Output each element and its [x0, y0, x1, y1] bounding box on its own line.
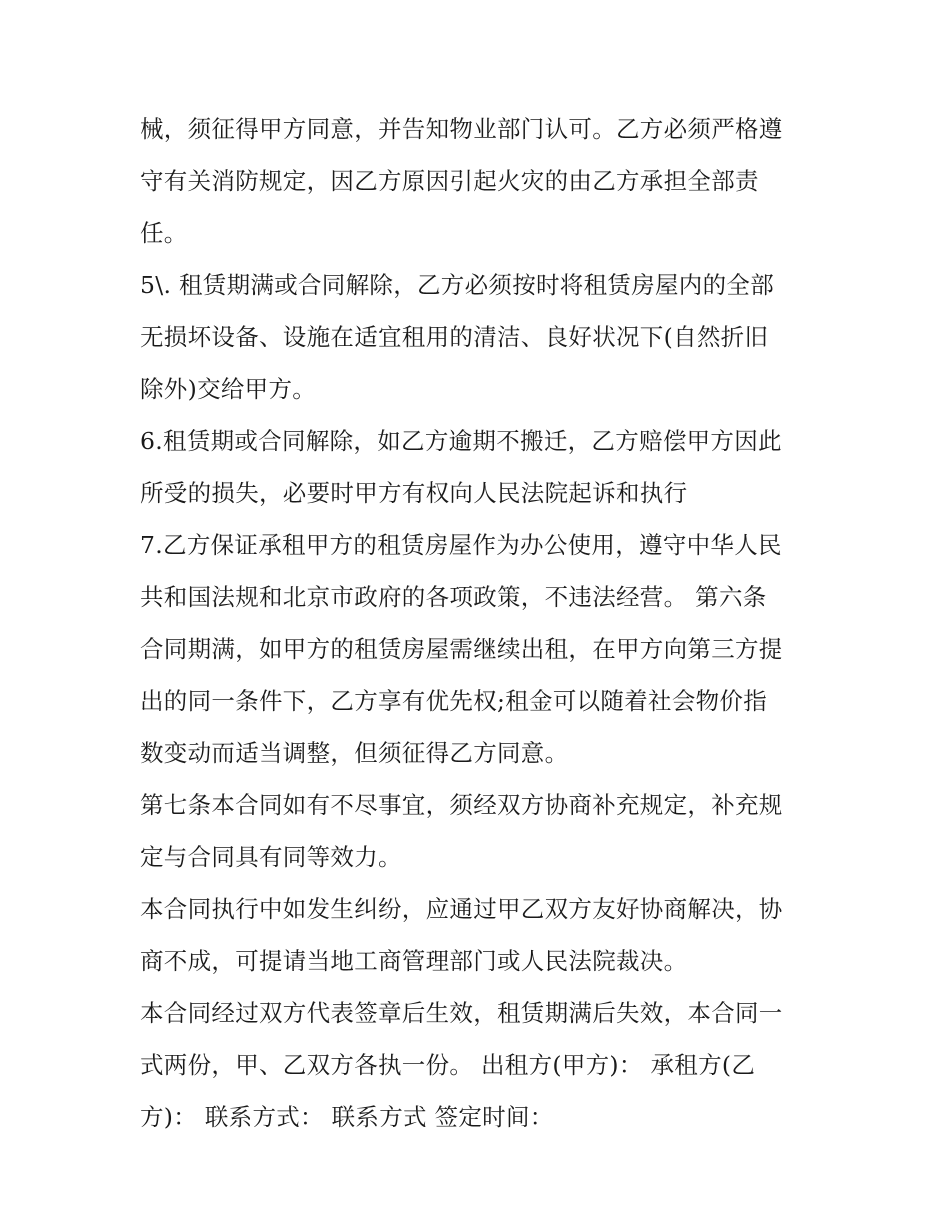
text-line: 守有关消防规定，因乙方原因引起火灾的由乙方承担全部责: [140, 167, 759, 195]
text-line: 械，须征得甲方同意，并告知物业部门认可。乙方必须严格遵: [140, 115, 783, 143]
signature-block-line: 方)： 联系方式： 联系方式 签定时间：: [140, 1103, 554, 1131]
text-line: 所受的损失，必要时甲方有权向人民法院起诉和执行: [140, 479, 688, 507]
clause-6-line: 6.租赁期或合同解除，如乙方逾期不搬迁，乙方赔偿甲方因此: [140, 427, 782, 455]
text-line: 无损坏设备、设施在适宜租用的清洁、良好状况下(自然折旧: [140, 323, 769, 351]
text-line: 除外)交给甲方。: [140, 375, 317, 403]
dispute-clause-line: 本合同执行中如发生纠纷，应通过甲乙双方友好协商解决，协: [140, 895, 783, 923]
text-line: 定与合同具有同等效力。: [140, 843, 402, 871]
text-line: 数变动而适当调整，但须征得乙方同意。: [140, 739, 569, 767]
article-7-line: 第七条本合同如有不尽事宜，须经双方协商补充规定，补充规: [140, 791, 783, 819]
effectiveness-clause-line: 本合同经过双方代表签章后生效，租赁期满后失效，本合同一: [140, 999, 783, 1027]
text-line: 任。: [140, 219, 188, 247]
text-line: 商不成，可提请当地工商管理部门或人民法院裁决。: [140, 947, 688, 975]
clause-5-line: 5\. 租赁期满或合同解除，乙方必须按时将租赁房屋内的全部: [140, 271, 775, 299]
contract-text-body: [140, 103, 820, 1143]
text-line: 合同期满，如甲方的租赁房屋需继续出租，在甲方向第三方提: [140, 635, 783, 663]
clause-7-line: 7.乙方保证承租甲方的租赁房屋作为办公使用，遵守中华人民: [140, 531, 782, 559]
text-line: 共和国法规和北京市政府的各项政策，不违法经营。 第六条: [140, 583, 767, 611]
text-line: 出的同一条件下，乙方享有优先权;租金可以随着社会物价指: [140, 687, 768, 715]
text-line: 式两份，甲、乙双方各执一份。 出租方(甲方)： 承租方(乙: [140, 1051, 756, 1079]
